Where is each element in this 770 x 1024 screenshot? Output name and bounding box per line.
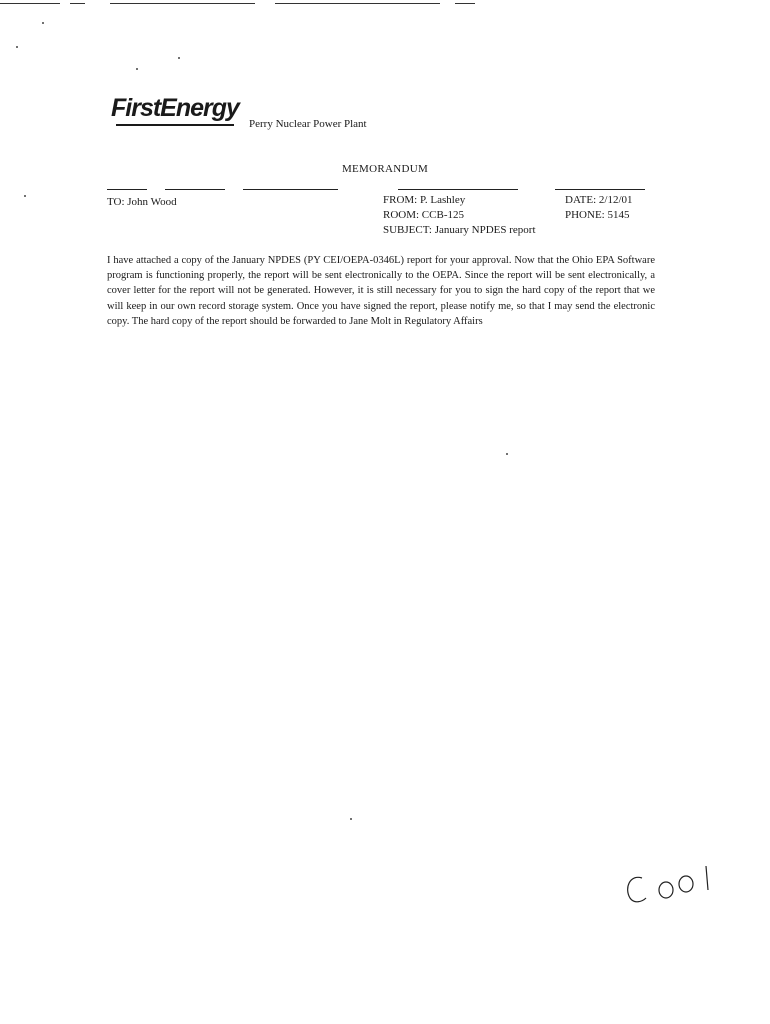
- header-rule: [165, 189, 225, 190]
- memo-heading: MEMORANDUM: [341, 163, 429, 175]
- memo-date: DATE: 2/12/01: [565, 194, 633, 206]
- scan-edge-line: [70, 3, 85, 4]
- scan-edge-line: [110, 3, 255, 4]
- header-rule: [243, 189, 338, 190]
- scan-edge-line: [455, 3, 475, 4]
- memo-phone: PHONE: 5145: [565, 209, 630, 221]
- header-rule: [555, 189, 645, 190]
- scan-speck: [16, 46, 18, 48]
- handwritten-note: [620, 860, 730, 910]
- memo-from: FROM: P. Lashley: [383, 194, 466, 206]
- memo-body: I have attached a copy of the January NPDES (PY CEI/OEPA-0346L) report for your approval. Now that the Ohio EPA Software program is functioning properly, the report will be sent electronically to the OEPA. Since the report will be sent electronically, a cover letter for the report will not be generated. However, it is still necessary for you to sign the hard copy of the report that we will keep in our own record storage system. Once you have signed the report, please notify me, so that I may send the electronic copy. The hard copy of the report should be forwarded to Jane Molt in Regulatory Affairs: [107, 255, 655, 327]
- scan-speck: [178, 57, 180, 59]
- scan-speck: [506, 453, 508, 455]
- logo-underline: [116, 124, 234, 126]
- scan-edge-line: [275, 3, 440, 4]
- scan-speck: [42, 22, 44, 24]
- header-rule: [398, 189, 518, 190]
- plant-name: Perry Nuclear Power Plant: [249, 118, 367, 130]
- scan-edge-line: [0, 3, 60, 4]
- header-rule: [107, 189, 147, 190]
- scan-speck: [24, 195, 26, 197]
- company-logo: FirstEnergy: [111, 94, 239, 122]
- scan-speck: [136, 68, 138, 70]
- memo-to: TO: John Wood: [107, 196, 177, 208]
- memo-room: ROOM: CCB-125: [383, 209, 464, 221]
- memo-subject: SUBJECT: January NPDES report: [383, 224, 536, 236]
- scan-speck: [350, 818, 352, 820]
